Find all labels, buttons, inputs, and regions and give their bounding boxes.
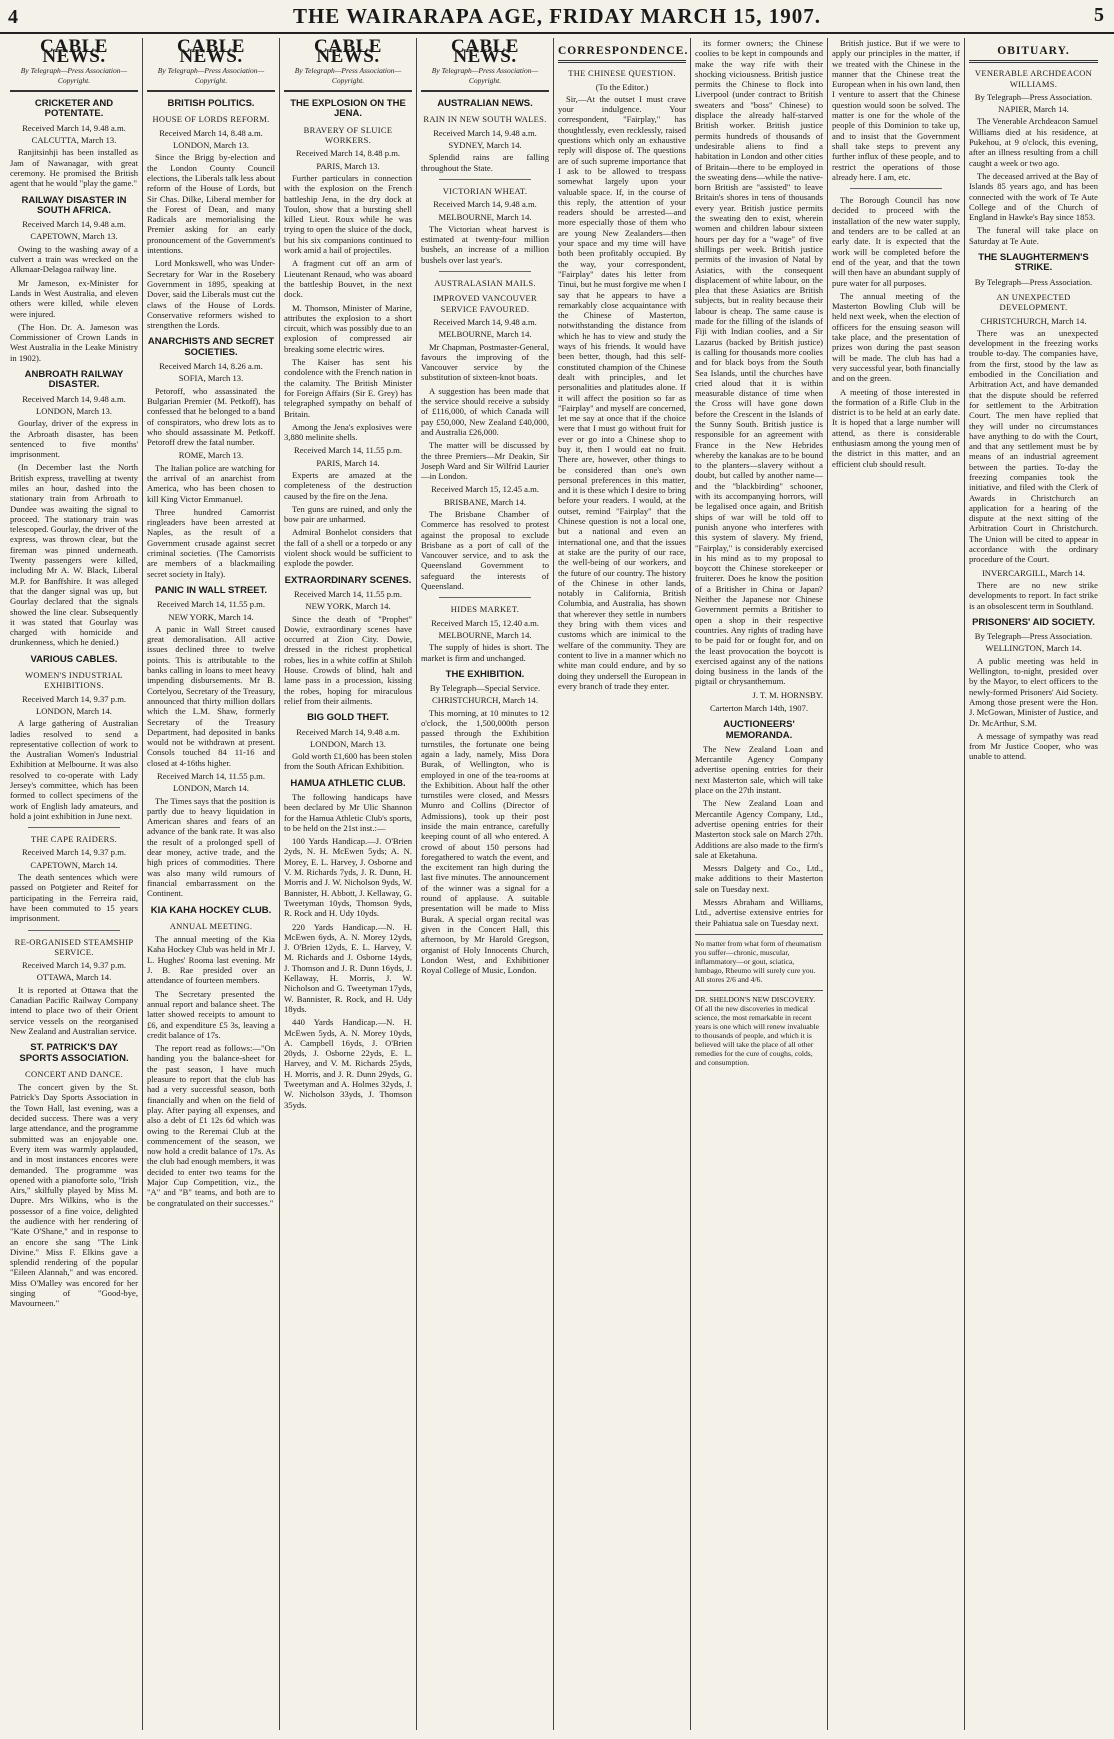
dateline: Carterton March 14th, 1907. (709, 703, 809, 713)
dateline: Received March 14, 9.37 p.m. (21, 847, 127, 858)
dateline: Received March 14, 11.55 p.m. (293, 445, 403, 456)
article-headline: ANARCHISTS AND SECRET SOCIETIES. (147, 336, 275, 358)
article-paragraph: M. Thomson, Minister of Marine, attributes the explosion to a short circuit, which was possibly due to an explosion of compressed air breaking some electric wires. (284, 302, 412, 354)
dateline: Received March 14, 9.48 a.m. (296, 726, 400, 737)
dateline: NEW YORK, March 14. (168, 611, 254, 622)
column-5 (554, 38, 691, 1730)
article-paragraph: Messrs Abraham and Williams, Ltd., advertise extensive entries for their Pahiatua sale on Tuesday next. (695, 897, 823, 928)
dateline: CAPETOWN, March 13. (30, 231, 118, 242)
article-paragraph: Splendid rains are falling throughout the State. (421, 152, 549, 173)
dateline: ROME, March 13. (178, 450, 244, 461)
dateline: PARIS, March 13. (316, 160, 380, 171)
column-8 (965, 38, 1102, 1730)
dateline: CAPETOWN, March 14. (30, 859, 118, 870)
divider (439, 271, 531, 272)
dateline: Received March 14, 9.48 a.m. (433, 199, 537, 210)
column-byline: By Telegraph—Press Association—Copyright. (10, 63, 138, 93)
article-paragraph: Gourlay, driver of the express in the Arbroath disaster, has been sentenced to five months' imprisonment. (10, 418, 138, 460)
article-headline: AUSTRALIAN NEWS. (437, 98, 533, 110)
divider (439, 597, 531, 598)
article-paragraph: The Brisbane Chamber of Commerce has resolved to protest against the proposal to exclude Brisbane as a port of call of the Vancouver service, and to ask the Queensland Government to safeguard the interests of Queensland. (421, 508, 549, 592)
column-heading: CABLE NEWS. (451, 38, 519, 68)
dateline: Received March 14, 9.48 a.m. (433, 127, 537, 138)
dateline: NEW YORK, March 14. (305, 601, 391, 612)
dateline: (To the Editor.) (595, 81, 649, 92)
article-paragraph: Gold worth £1,600 has been stolen from the South African Exhibition. (284, 751, 412, 772)
article-paragraph: Admiral Bonhelot considers that the fall of a shell or a torpedo or any violent shock would be sufficient to explode the powder. (284, 527, 412, 569)
article-subheading: ANNUAL MEETING. (169, 920, 253, 931)
dateline: Received March 14, 11.55 p.m. (156, 771, 266, 781)
article-paragraph: The matter will be discussed by the three Premiers—Mr Deakin, Sir Joseph Ward and Sir Wilfrid Laurier—in London. (421, 440, 549, 482)
article-paragraph: Sir,—At the outset I must crave your indulgence. Your correspondent, "Fairplay," has thoughtlessly, even recklessly, raised questions which only an exhaustive reply will dispose of. The questions are of such supreme importance that I ask to be allowed to trespass somewhat largely upon your valuable space. If, in the course of this reply, the attention of your readers should be arrested—and more especially those of them who are young New Zealanders—then your space and my time will have both been profitably occupied. By the way, your correspondent, "Fairplay" dates his letter from Tinui, but he must forgive me when I say that he appears to have a remarkably close acquaintance with the Chinese of Masterton, notwithstanding the distance from which he has to view and study the ways of his friends. It would have been better, though, had this self-constituted champion of the Chinese dealt with principles, and let personalities and platitudes alone. If it will affect the position so far as "Fairplay" and myself are concerned, let me say at once that if the choice were that I must go without fruit for ever or go into a Chinese shop to buy it, then I would eat no fruit. There are, however, other things to be considered than one's own personal preferences in this matter, and it is these which I desire to bring before your readers. I would, at the outset, remind "Fairplay" that the Chinese question is not a local one, but a national and even an international one, and that the issues at stake are the purity of our race, the well-being of our workers, and the future of our country. The history of the Chinese in other lands, notably in California, British Columbia, and Australia, has shown that wherever they settle in numbers they bring with them vices and customs which are inimical to the welfare of the community. They are content to live in a manner which no white man could endure, and by so doing they undersell the European in every branch of trade they enter. (558, 93, 686, 691)
article-headline: RAILWAY DISASTER IN SOUTH AFRICA. (21, 194, 127, 216)
advertisement: DR. SHELDON'S NEW DISCOVERY. Of all the new discoveries in medical science, the most remarkable in recent years is one which will renew invaluable to thousands of people, and which it is believed will take the place of all other remedies for the cure of coughs, colds, and consumption. (695, 990, 823, 1067)
article-paragraph: Owing to the washing away of a culvert a train was wrecked on the Alkmaar-Delagoa railway line. (10, 243, 138, 275)
divider (850, 188, 942, 189)
article-headline: ANBROATH RAILWAY DISASTER. (24, 369, 124, 391)
article-headline: PRISONERS' AID SOCIETY. (972, 616, 1095, 628)
article-paragraph: The Kaiser has sent his condolence with the French nation in the calamity. The British Minister for Foreign Affairs (Sir E. Grey) has telegraphed sympathy on behalf of Britain. (284, 357, 412, 419)
article-paragraph: Since the death of "Prophet" Dowie, extraordinary scenes have occurred at Zion City. Dowie, dressed in the richest prophetical robes, lies in a white coffin at Shiloh House. Crowds of blind, halt and lame pass in a procession, kissing the robes, hoping for miraculous relief from their ailments. (284, 613, 412, 706)
article-headline: ST. PATRICK'S DAY SPORTS ASSOCIATION. (19, 1042, 129, 1064)
article-headline: BIG GOLD THEFT. (307, 712, 389, 724)
dateline: Received March 14, 8.48 a.m. (159, 127, 263, 138)
article-paragraph: Ten guns are ruined, and only the bow pair are unharmed. (284, 503, 412, 525)
dateline: LONDON, March 13. (36, 405, 112, 416)
dateline: LONDON, March 13. (173, 140, 249, 151)
advertisement: No matter from what form of rheumatism you suffer—chronic, muscular, inflammatory—or gout, sciatica, lumbago, Rheumo will surely cure you. All stores 2/6 and 4/6. (695, 934, 823, 984)
column-4 (417, 38, 554, 1730)
dateline: SOFIA, March 13. (178, 373, 244, 384)
dateline: Received March 14, 9.48 a.m. (22, 393, 126, 404)
article-subheading: VENERABLE ARCHDEACON WILLIAMS. (974, 68, 1093, 89)
article-paragraph: There are no new strike developments to report. In fact strike is an obsolescent term in Southland. (969, 579, 1098, 611)
article-paragraph: British justice. But if we were to apply our principles in the matter, if we treated with the Chinese in the manner that the Chinese treat the European when in his own land, then I venture to assert that the Chinese question would soon be solved. The matter is one for the whole of the people of this Dominion to take up, and to insist that the Government shall take steps to prevent any further influx of these people, and to restrict the operations of those already here. I am, etc. (832, 38, 960, 182)
newspaper-columns (6, 38, 1108, 1730)
dateline: By Telegraph—Special Service. (429, 683, 541, 694)
masthead (0, 0, 1114, 34)
dateline: OTTAWA, March 14. (36, 972, 112, 983)
article-subheading: BRAVERY OF SLUICE WORKERS. (303, 124, 393, 146)
article-subheading: RAIN IN NEW SOUTH WALES. (423, 114, 547, 125)
page-number: 5 (1094, 4, 1104, 26)
article-headline: BRITISH POLITICS. (167, 98, 255, 110)
article-paragraph: A large gathering of Australian ladies resolved to send a representative collection of work to the Australian Women's Industrial Exhibition at Melbourne. It was also resolved to co-operate with Lady Jersey's committee, which has been formed to collect specimens of the work of English lady amateurs, and hold a joint exhibition in June next. (10, 718, 138, 821)
dateline: Received March 15, 12.45 a.m. (431, 484, 539, 495)
article-paragraph: The supply of hides is short. The market is firm and unchanged. (421, 642, 549, 663)
article-paragraph: 440 Yards Handicap.—N. H. McEwen 5yds, A. N. Morey 10yds, A. Campbell 16yds, J. O'Brien 20yds, J. Osborne 22yds, E. L. Harvey, and V. M. Richards 25yds, H. Morris, and J. R. Dunn 29yds, G. Tweetyman and A. Holmes 32yds, J. W. Nicholson 33yds, J. Thomson 35yds. (284, 1017, 412, 1110)
article-paragraph: Mr Jameson, ex-Minister for Lands in West Australia, and eleven others were killed, while eleven were injured. (10, 277, 138, 319)
column-byline: By Telegraph—Press Association—Copyright. (421, 63, 549, 93)
article-paragraph: The Borough Council has now decided to proceed with the installation of the new water supply, and tenders are to be called at an early date. It is expected that the work will be completed before the end of the year, and that the town will then have an abundant supply of pure water for all purposes. (832, 195, 960, 288)
dateline: CALCUTTA, March 13. (31, 135, 117, 146)
article-paragraph: A meeting of those interested in the formation of a Rifle Club in the district is to be held at an early date. It is hoped that a large number will attend, as there is considerable enthusiasm among the young men of the district in this matter, and an efficient club should result. (832, 386, 960, 469)
article-paragraph: This morning, at 10 minutes to 12 o'clock, the 1,500,000th person passed through the Exhibition turnstiles, the fortunate one being again a lady, namely, Miss Dora Burak, of Wellington, who is employed in one of the tea-rooms at the Exhibition. About half the other turnstiles were closed, and Messrs Munro and Collins (Director of Admissions), took up their post inside the main entrance, carefully keeping count of all who entered. A crowd of about 150 persons had foregathered to watch the event, and the excitement ran high during the last five minutes. The announcement of the winner was a signal for a round of applause. A suitable presentation will be made to Miss Burak. A special organ recital was given in the Concert Hall, this afternoon, by Mr Harold Gregson, organist of Holy Innocents Church, London West, and Exhibitioner Royal College of Music, London. (421, 707, 549, 976)
dateline: Received March 14, 9.48 a.m. (433, 316, 537, 327)
article-headline: AUCTIONEERS' MEMORANDA. (723, 719, 795, 741)
article-subheading: THE CHINESE QUESTION. (568, 68, 676, 79)
page-marker-left: 4 (8, 6, 18, 28)
dateline: LONDON, March 14. (173, 783, 249, 794)
dateline: Received March 14, 9.37 p.m. (21, 960, 127, 971)
article-paragraph: The New Zealand Loan and Mercantile Agency Company advertise opening entries for their next Masterton sale, which will take place on the 27th instant. (695, 743, 823, 796)
dateline: Received March 14, 9.48 a.m. (22, 122, 126, 133)
article-paragraph: The Victorian wheat harvest is estimated at twenty-four million bushels, an increase of a million bushels over last year's. (421, 223, 549, 265)
article-paragraph: The Times says that the position is partly due to heavy liquidation in American shares and fears of an advance of the bank rate. It was also the result of a prolonged spell of dear money, active trade, and the high prices of commodities. There was also many wild rumours of financial embarrassment on the Continent. (147, 795, 275, 899)
article-subheading: RE-ORGANISED STEAMSHIP SERVICE. (14, 936, 134, 957)
article-paragraph: The New Zealand Loan and Mercantile Agency Company, Ltd., advertise opening entries for their Masterton stock sale on March 27th. Additions are also made to the firm's sale at Eketahuna. (695, 798, 823, 860)
dateline: INVERCARGILL, March 14. (981, 567, 1086, 578)
article-paragraph: Experts are amazed at the completeness of the destruction caused by the fire on the Jena. (284, 469, 412, 501)
article-headline: THE SLAUGHTERMEN'S STRIKE. (978, 252, 1089, 274)
dateline: Received March 14, 9.37 p.m. (21, 693, 127, 704)
article-paragraph: A public meeting was held in Wellington, to-night, presided over by the Mayor, to elect officers to the newly-formed Prisoners' Aid Society. Among those present were the Hon. J. McGowan, Minister of Justice, and Dr. McArthur, S.M. (969, 655, 1098, 728)
dateline: Received March 14, 11.55 p.m. (293, 588, 403, 599)
column-byline: By Telegraph—Press Association—Copyright. (284, 63, 412, 93)
dateline: LONDON, March 13. (310, 738, 386, 749)
column-7 (828, 38, 965, 1730)
article-headline: HAMUA ATHLETIC CLUB. (290, 777, 406, 789)
article-headline: KIA KAHA HOCKEY CLUB. (150, 904, 272, 916)
dateline: By Telegraph—Press Association. (974, 276, 1093, 287)
dateline: CHRISTCHURCH, March 14. (432, 695, 538, 706)
article-headline: VARIOUS CABLES. (30, 653, 118, 665)
column-3 (280, 38, 417, 1730)
article-paragraph: The annual meeting of the Masterton Bowling Club will be held next week, when the election of officers for the ensuing season will take place, and the presentation of prizes won during the past season will be made. The club has had a very successful year, both financially and on the green. (832, 290, 960, 384)
dateline: BRISBANE, March 14. (443, 496, 527, 507)
divider (439, 179, 531, 180)
dateline: Received March 14, 8.26 a.m. (159, 361, 263, 372)
dateline: MELBOURNE, March 14. (438, 329, 532, 340)
article-paragraph: 100 Yards Handicap.—J. O'Brien 2yds, N. H. McEwen 5yds; A. N. Morey, E. L. Harvey, J. Osborne and V. M. Richards 7yds, J. R. Dunn, H. Morris and J. W. Nicholson 9yds, W. Bannister, H. Abbott, J. Kellaway, G. Tweetyman 10yds, Thomson 9yds, R. Rock and H. Udy 10yds. (284, 836, 412, 919)
article-paragraph: The following handicaps have been declared by Mr Ulic Shannon for the Hamua Athletic Club's sports, to be held on the 21st inst.:— (284, 792, 412, 833)
article-paragraph: A panic in Wall Street caused great demoralisation. All active issues declined three to twelve points. This is attributable to the banks calling in loans to meet heavy impending disbursements. Mr B. Cortelyou, Secretary of the Treasury, announced that thirty million dollars which the L.M. Shaw, formerly Secretary of the Treasury Department, had deposited in banks would not be withdrawn at present. Consols touched 84 11-16 and closed at 4-16ths higher. (147, 623, 275, 768)
article-paragraph: Among the Jena's explosives were 3,880 melinite shells. (284, 421, 412, 443)
column-heading: CORRESPONDENCE. (558, 38, 686, 63)
article-subheading: AN UNEXPECTED DEVELOPMENT. (996, 291, 1071, 313)
dateline: By Telegraph—Press Association. (974, 631, 1093, 642)
newspaper-title: THE WAIRARAPA AGE, FRIDAY MARCH 15, 1907. (292, 3, 822, 28)
column-heading: OBITUARY. (969, 38, 1098, 63)
article-paragraph: The concert given by the St. Patrick's Day Sports Association in the Town Hall, last evening, was a decided success. There was a very large attendance, and the programme submitted was an enjoyable one. Every item was warmly applauded, and in most instances encores were demanded. The programme was opened with a pianoforte solo, "Irish Airs," skilfully played by Miss M. Dupre. Mrs Wilkins, who is the possessor of a fine voice, delighted the audience with her rendering of "Kate O'Shane," and in response to an encore she sang "The Link Divine." Miss F. Elkins gave a splendid rendering of the popular "Eileen Alannah," and was encored. Miss O'Malley was encored for her singing of "Good-bye, Mavourneen." (10, 1082, 138, 1309)
article-subheading: HOUSE OF LORDS REFORM. (152, 114, 270, 125)
article-paragraph: The Italian police are watching for the arrival of an anarchist from America, who has been chosen to kill King Victor Emmanuel. (147, 462, 275, 504)
column-byline: By Telegraph—Press Association—Copyright. (147, 63, 275, 93)
article-paragraph: A suggestion has been made that the service should receive a subsidy of £116,000, of which Canada will pay £50,000, New Zealand £40,000, and Australia £26,000. (421, 385, 549, 437)
article-subheading: AUSTRALASIAN MAILS. (434, 278, 536, 289)
column-1 (6, 38, 143, 1730)
article-paragraph: The report read as follows:—"On handing you the balance-sheet for the past season, I have much pleasure to report that the club has had a very successful season, both financially and when on the field of play. After paying all expenses, and also a debt of £1 12s 6d which was owing to the Reremai Club at the commencement of the season, we now hold a credit balance of 17s. As the club had enough members, it was decided to enter two teams for the Major Cup Competition, viz., the "A" and "B" teams, and both are to be congratulated on their successes." (147, 1043, 275, 1208)
article-paragraph: Lord Monkswell, who was Under-Secretary for War in the Rosebery Government in 1895, speaking at Dover, said the Liberals must cut the claws of the House of Lords. Conservative reformers wished to strengthen the Lords. (147, 258, 275, 331)
article-paragraph: The funeral will take place on Saturday at Te Aute. (969, 225, 1098, 246)
column-2 (143, 38, 280, 1730)
dateline: Received March 14, 11.55 p.m. (156, 599, 266, 610)
dateline: SYDNEY, March 14. (448, 140, 522, 151)
article-paragraph: There was an unexpected development in the freezing works trouble to-day. The companies have, from the first, stood by the law as embodied in the Conciliation and Arbitration Act, and have demanded that the dispute should be referred for settlement to the Arbitration Court. The men have replied that they will under no circumstances have anything to do with the Court, and that any settlement must be by means of an industrial agreement between the parties. To-day the freezing companies took the initiative, and filed with the Clerk of Awards in Christchurch an application for a hearing of the dispute at the next sitting of the Arbitration Court in Christchurch. The Union will be cited to appear in accordance with the ordinary procedure of the Court. (969, 327, 1098, 565)
column-heading: CABLE NEWS. (314, 38, 382, 68)
dateline: By Telegraph—Press Association. (974, 91, 1093, 102)
dateline: NAPIER, March 14. (998, 104, 1069, 115)
article-headline: EXTRAORDINARY SCENES. (284, 574, 412, 586)
article-subheading: IMPROVED VANCOUVER SERVICE FAVOURED. (432, 293, 538, 314)
article-paragraph: The annual meeting of the Kia Kaha Hockey Club was held in Mr J. L. Hughes' Rooma last evening. Mr J. B. Rae presided over an attendance of fourteen members. (147, 934, 275, 986)
dateline: MELBOURNE, March 14. (438, 211, 532, 222)
article-paragraph: The Venerable Archdeacon Samuel Williams died at his residence, at Pukehou, at 9 o'clock, this evening, after an illness resulting from a chill caught a week or two ago. (969, 116, 1098, 168)
dateline: MELBOURNE, March 14. (438, 629, 532, 640)
article-paragraph: Messrs Dalgety and Co., Ltd., make additions to their Masterton sale on Tuesday next. (695, 863, 823, 894)
article-paragraph: The deceased arrived at the Bay of Islands 85 years ago, and has been connected with the work of Te Aute College and of the Church of England in Hawke's Bay since 1853. (969, 170, 1098, 223)
article-paragraph: (In December last the North British express, travelling at twenty miles an hour, dashed into the stationary train from Arbroath to Dundee was awaiting the signal to proceed. The stationary train was telescoped. Gourlay, the driver of the express, was thrown clear, but the fireman was pinned underneath. Twenty passengers were killed, including Mr A. W. Black, Liberal M.P. for Banffshire. It was alleged that the danger signal was up, but Gourlay declared that the signals showed the line clear. Subsequently it was stated that Gourlay was charged with homicide and drunkenness, which he denied.) (10, 462, 138, 648)
article-paragraph: (The Hon. Dr. A. Jameson was Commissioner of Crown Lands in West Australia in the Leake Ministry in 1902). (10, 321, 138, 363)
article-subheading: THE CAPE RAIDERS. (30, 834, 118, 845)
dateline: WELLINGTON, March 14. (985, 643, 1082, 654)
dateline: Received March 14, 9.48 a.m. (22, 219, 126, 230)
article-subheading: VICTORIAN WHEAT. (442, 185, 528, 196)
divider (28, 930, 120, 931)
article-subheading: CONCERT AND DANCE. (24, 1068, 123, 1079)
article-paragraph: Ranjitsinhji has been installed as Jam of Nawanagar, with great ceremony. He promised the British agent that he would "play the game." (10, 147, 138, 189)
article-subheading: HIDES MARKET. (450, 604, 520, 615)
article-paragraph: Further particulars in connection with the explosion on the French battleship Jena, in the dry dock at Toulon, show that a bursting shell killed Lieut. Roux while he was trying to open the sluice of the dock, but his six companions continued to work amid a hail of projectiles. (284, 172, 412, 256)
article-paragraph: Three hundred Camorrist ringleaders have been arrested at Naples, as the result of a Government crusade against secret criminal societies. (The Camorrists are members of a blackmailing secret society in Italy). (147, 506, 275, 579)
dateline: CHRISTCHURCH, March 14. (980, 315, 1087, 326)
article-headline: CRICKETER AND POTENTATE. (34, 98, 114, 120)
article-paragraph: The Secretary presented the annual report and balance sheet. The latter showed receipts to amount to £6, and expenditure £5 3s, leaving a credit balance of 17s. (147, 988, 275, 1040)
article-paragraph: 220 Yards Handicap.—N. H. McEwen 6yds, A. N. Morey 12yds, J. O'Brien 12yds, E. L. Harvey, V. M. Richards and J. Osborne 14yds, J. Thomson and J. R. Dunn 16yds, J. Kellaway, H. Morris, J. W. Nicholson and G. Tweetyman 17yds, W. Bannister, R. Rock, and H. Udy 18yds. (284, 921, 412, 1014)
column-6 (691, 38, 828, 1730)
article-paragraph: its former owners; the Chinese coolies to be kept in compounds and make the way rife with their shocking viciousness. British justice permits the Chinese to flock into Liverpool (under contract to British sweaters and "boss" Chinese) to displace the already half-starved British worker. British justice permits hundreds of thousands of undesirable aliens to find a habitation in London and other cities of Britain—there to be employed in the sweating dens—while the native-born British are "assisted" to leave Britain's shores in tens of thousands every year. British justice permits the sweating den to exist, wherein women and children labour sixteen hours per day for a "wage" of five shillings per week. British justice permits of the invasion of Natal by Asiatics, with the consequent displacement of white labour, on the plea that these Asiatics are British subjects, but in reality because their labour is cheap. The same cause is made for the filling of the islands of Fiji with Indian coolies, and a Sir Lazarus (backed by British justice) is calling for thousands more coolies and for black boys from the South Sea Islands, until the churches have cried aloud that it is within measurable distance of time when the Cross will have gone down before the Crescent in the Islands of the Sunny South. British justice is responsible for an agreement with France in the New Hebrides whereby the kanakas are to be bound to the planters—slavery without a doubt, but called by another name—and the "blackbirding" schooner, with its accompanying horrors, will be legalised once again, and British ships of war will be told off to punish anyone who interferes with this system of slavery. My friend, "Fairplay," is considerably exercised in his mind as to my proposal to boycott the Chinese storekeeper or fruiterer. Does he know the position of a Britisher in China or Japan? Neither the Japanese nor Chinese Government permits a Britisher to open a shop in their respective countries. Any rights of trading have to be paid for or fought for, and on the least provocation the boycott is exercised against any of the nations doing business in the lands of the pigtail or chrysanthemum. (695, 38, 823, 687)
column-heading: CABLE NEWS. (40, 38, 108, 68)
dateline: LONDON, March 14. (36, 705, 112, 716)
article-subheading: WOMEN'S INDUSTRIAL EXHIBITIONS. (25, 670, 123, 691)
article-headline: THE EXPLOSION ON THE JENA. (290, 98, 406, 120)
dateline: Received March 14, 8.48 p.m. (295, 148, 401, 159)
article-paragraph: Petoroff, who assassinated the Bulgarian Premier (M. Petkoff), has confessed that he belonged to a band of conspirators, who drew lots as to who should assassinate M. Petkoff. Petoroff drew the fatal number. (147, 385, 275, 448)
article-paragraph: A fragment cut off an arm of Lieutenant Renaud, who was aboard the battleship Bouvet, in the next dock. (284, 258, 412, 300)
article-headline: THE EXHIBITION. (445, 668, 525, 680)
divider (28, 827, 120, 828)
signature: J. T. M. HORNSBY. (752, 689, 823, 700)
column-heading: CABLE NEWS. (177, 38, 245, 68)
article-paragraph: Since the Brigg by-election and the London County Council elections, the Liberals talk less about reform of the House of Lords, but Sir Chas. Dilke, Liberal member for the Forest of Dean, and many Radicals are memorialising the Premier asking for an early pronouncement of the Government's intentions. (147, 152, 275, 256)
article-headline: PANIC IN WALL STREET. (154, 584, 268, 596)
article-paragraph: The death sentences which were passed on Potgieter and Reitef for participating in the Ferreira raid, have been commuted to 15 years imprisonment. (10, 872, 138, 924)
article-paragraph: It is reported at Ottawa that the Canadian Pacific Railway Company intend to place two of their Orient service vessels on the reorganised New Zealand and Australian service. (10, 984, 138, 1036)
article-paragraph: A message of sympathy was read from Mr Justice Cooper, who was unable to attend. (969, 730, 1098, 762)
article-paragraph: Mr Chapman, Postmaster-General, favours the improving of the Vancouver service by the substitution of sixteen-knot boats. (421, 341, 549, 383)
dateline: Received March 15, 12.40 a.m. (431, 617, 539, 628)
dateline: PARIS, March 14. (316, 457, 380, 468)
